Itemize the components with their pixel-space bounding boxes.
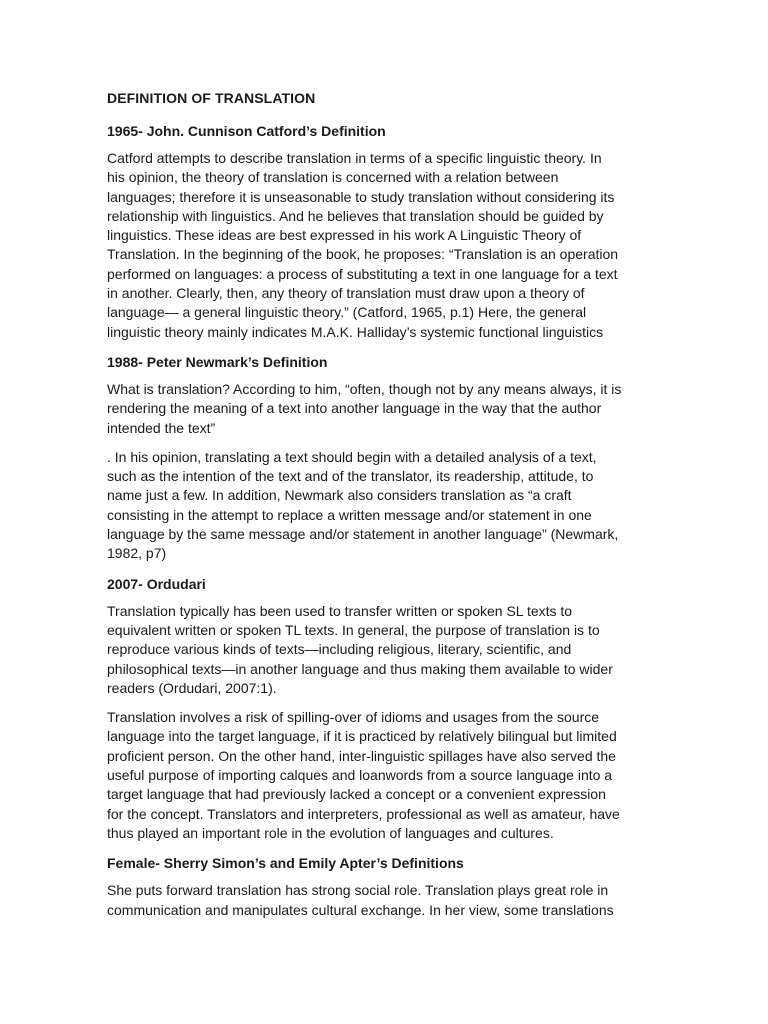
text-line: consisting in the attempt to replace a written message and/or statement in one <box>107 506 592 523</box>
paragraph <box>107 708 667 843</box>
text-line: performed on languages: a process of substituting a text in one language for a text <box>107 265 618 282</box>
text-line: linguistics. These ideas are best expressed in his work A Linguistic Theory of <box>107 227 582 244</box>
section-heading-ordudari: 2007- Ordudari <box>107 575 206 592</box>
text-line: equivalent written or spoken TL texts. In general, the purpose of translation is to <box>107 621 600 638</box>
section-heading-newmark: 1988- Peter Newmark’s Definition <box>107 353 328 370</box>
text-line: such as the intention of the text and of the translator, its readership, attitude, to <box>107 468 594 485</box>
paragraph <box>107 602 667 698</box>
text-line: relationship with linguistics. And he believes that translation should be guided by <box>107 207 604 224</box>
paragraph <box>107 881 667 920</box>
paragraph <box>107 149 667 342</box>
text-line: name just a few. In addition, Newmark also considers translation as “a craft <box>107 487 572 504</box>
text-line: readers (Ordudari, 2007:1). <box>107 679 277 696</box>
text-line: for the concept. Translators and interpreters, professional as well as amateur, have <box>107 805 620 822</box>
paragraph <box>107 380 667 438</box>
text-line: communication and manipulates cultural exchange. In her view, some translations <box>107 901 614 918</box>
text-line: Translation. In the beginning of the book, he proposes: “Translation is an operation <box>107 246 619 263</box>
text-line: his opinion, the theory of translation is concerned with a relation between <box>107 169 559 186</box>
text-line: What is translation? According to him, “often, though not by any means always, it is <box>107 380 622 397</box>
text-line: reproduce various kinds of texts—including religious, literary, scientific, and <box>107 641 572 658</box>
text-line: language— a general linguistic theory.” (Catford, 1965, p.1) Here, the general <box>107 304 587 321</box>
document-title: DEFINITION OF TRANSLATION <box>107 90 316 106</box>
text-line: proficient person. On the other hand, inter-linguistic spillages have also served the <box>107 747 616 764</box>
text-line: She puts forward translation has strong social role. Translation plays great role in <box>107 882 609 899</box>
text-line: languages; therefore it is unseasonable to study translation without considering its <box>107 188 615 205</box>
text-line: target language that had previously lacked a concept or a convenient expression <box>107 786 606 803</box>
text-line: in another. Clearly, then, any theory of translation must draw upon a theory of <box>107 285 585 302</box>
text-line: Translation involves a risk of spilling-over of idioms and usages from the source <box>107 709 600 726</box>
text-line: . In his opinion, translating a text should begin with a detailed analysis of a text, <box>107 448 597 465</box>
section-heading-catford: 1965- John. Cunnison Catford’s Definition <box>107 123 386 139</box>
text-line: 1982, p7) <box>107 545 167 562</box>
text-line: rendering the meaning of a text into another language in the way that the author <box>107 400 602 417</box>
text-line: philosophical texts—in another language and thus making them available to wider <box>107 660 613 677</box>
text-line: thus played an important role in the evolution of languages and cultures. <box>107 824 554 841</box>
text-line: intended the text” <box>107 419 216 436</box>
text-line: language into the target language, if it is practiced by relatively bilingual but limited <box>107 728 617 745</box>
paragraph <box>107 448 667 564</box>
text-line: useful purpose of importing calques and loanwords from a source language into a <box>107 767 613 784</box>
text-line: language by the same message and/or statement in another language” (Newmark, <box>107 526 619 543</box>
section-heading-simon-apter: Female- Sherry Simon’s and Emily Apter’s Definitions <box>107 855 464 872</box>
document-page <box>107 88 667 930</box>
text-line: Catford attempts to describe translation in terms of a specific linguistic theory. In <box>107 150 602 166</box>
text-line: Translation typically has been used to transfer written or spoken SL texts to <box>107 602 573 619</box>
text-line: linguistic theory mainly indicates M.A.K. Halliday’s systemic functional linguistics <box>107 323 604 340</box>
